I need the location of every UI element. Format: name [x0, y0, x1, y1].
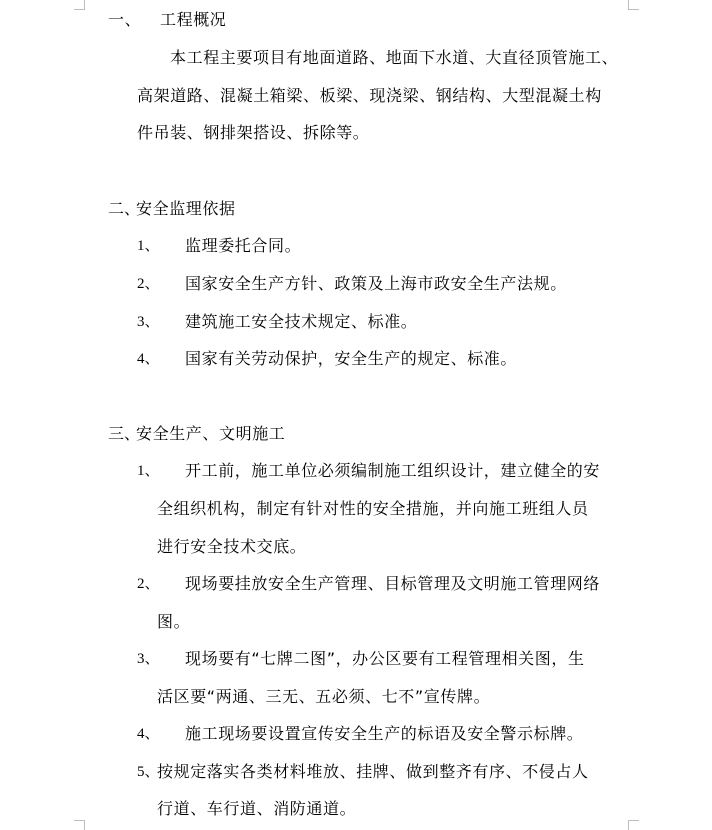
list-item-text: 开工前，施工单位必须编制施工组织设计，建立健全的安: [185, 461, 601, 480]
list-item-text: 现场要有“七牌二图”，办公区要有工程管理相关图，生: [185, 649, 585, 668]
list-item-text: 全组织机构，制定有针对性的安全措施，并向施工班组人员: [157, 499, 589, 518]
crop-mark: [74, 820, 85, 821]
crop-mark: [628, 820, 639, 821]
section-number: 三、: [108, 424, 141, 443]
list-item-text: 监理委托合同。: [185, 236, 302, 255]
section-heading: 安全生产、文明施工: [136, 424, 286, 443]
crop-mark: [628, 9, 639, 10]
list-item-text: 现场要挂放安全生产管理、目标管理及文明施工管理网络: [185, 574, 601, 593]
list-item-text: 国家安全生产方针、政策及上海市政安全生产法规。: [185, 274, 567, 293]
paragraph-line: 件吊装、钢排架搭设、拆除等。: [137, 123, 370, 142]
list-item-text: 按规定落实各类材料堆放、挂牌、做到整齐有序、不侵占人: [157, 762, 589, 781]
list-number: 4、: [137, 726, 160, 742]
section-heading: 安全监理依据: [136, 199, 236, 218]
paragraph-line: 高架道路、混凝土箱梁、板梁、现浇梁、钢结构、大型混凝土构: [137, 86, 602, 105]
list-number: 3、: [137, 314, 160, 330]
list-item-text: 图。: [157, 612, 191, 631]
list-item-text: 行道、车行道、消防通道。: [157, 799, 357, 818]
list-number: 2、: [137, 576, 160, 592]
list-number: 4、: [137, 351, 160, 367]
list-item-text: 国家有关劳动保护，安全生产的规定、标准。: [185, 349, 518, 368]
list-item-text: 施工现场要设置宣传安全生产的标语及安全警示标牌。: [185, 724, 584, 743]
list-item-text: 进行安全技术交底。: [157, 537, 307, 556]
section-number: 二、: [108, 199, 141, 218]
crop-mark: [84, 820, 85, 830]
list-number: 5、: [137, 764, 160, 780]
section-heading: 工程概况: [160, 10, 227, 29]
list-number: 1、: [137, 463, 160, 479]
section-number: 一、: [108, 10, 142, 29]
list-number: 2、: [137, 276, 160, 292]
crop-mark: [628, 820, 629, 830]
paragraph-line: 本工程主要项目有地面道路、地面下水道、大直径顶管施工、: [170, 48, 619, 67]
list-number: 3、: [137, 651, 160, 667]
list-number: 1、: [137, 238, 160, 254]
crop-mark: [74, 9, 85, 10]
list-item-text: 活区要“两通、三无、五必须、七不”宣传牌。: [157, 687, 491, 706]
list-item-text: 建筑施工安全技术规定、标准。: [185, 312, 418, 331]
